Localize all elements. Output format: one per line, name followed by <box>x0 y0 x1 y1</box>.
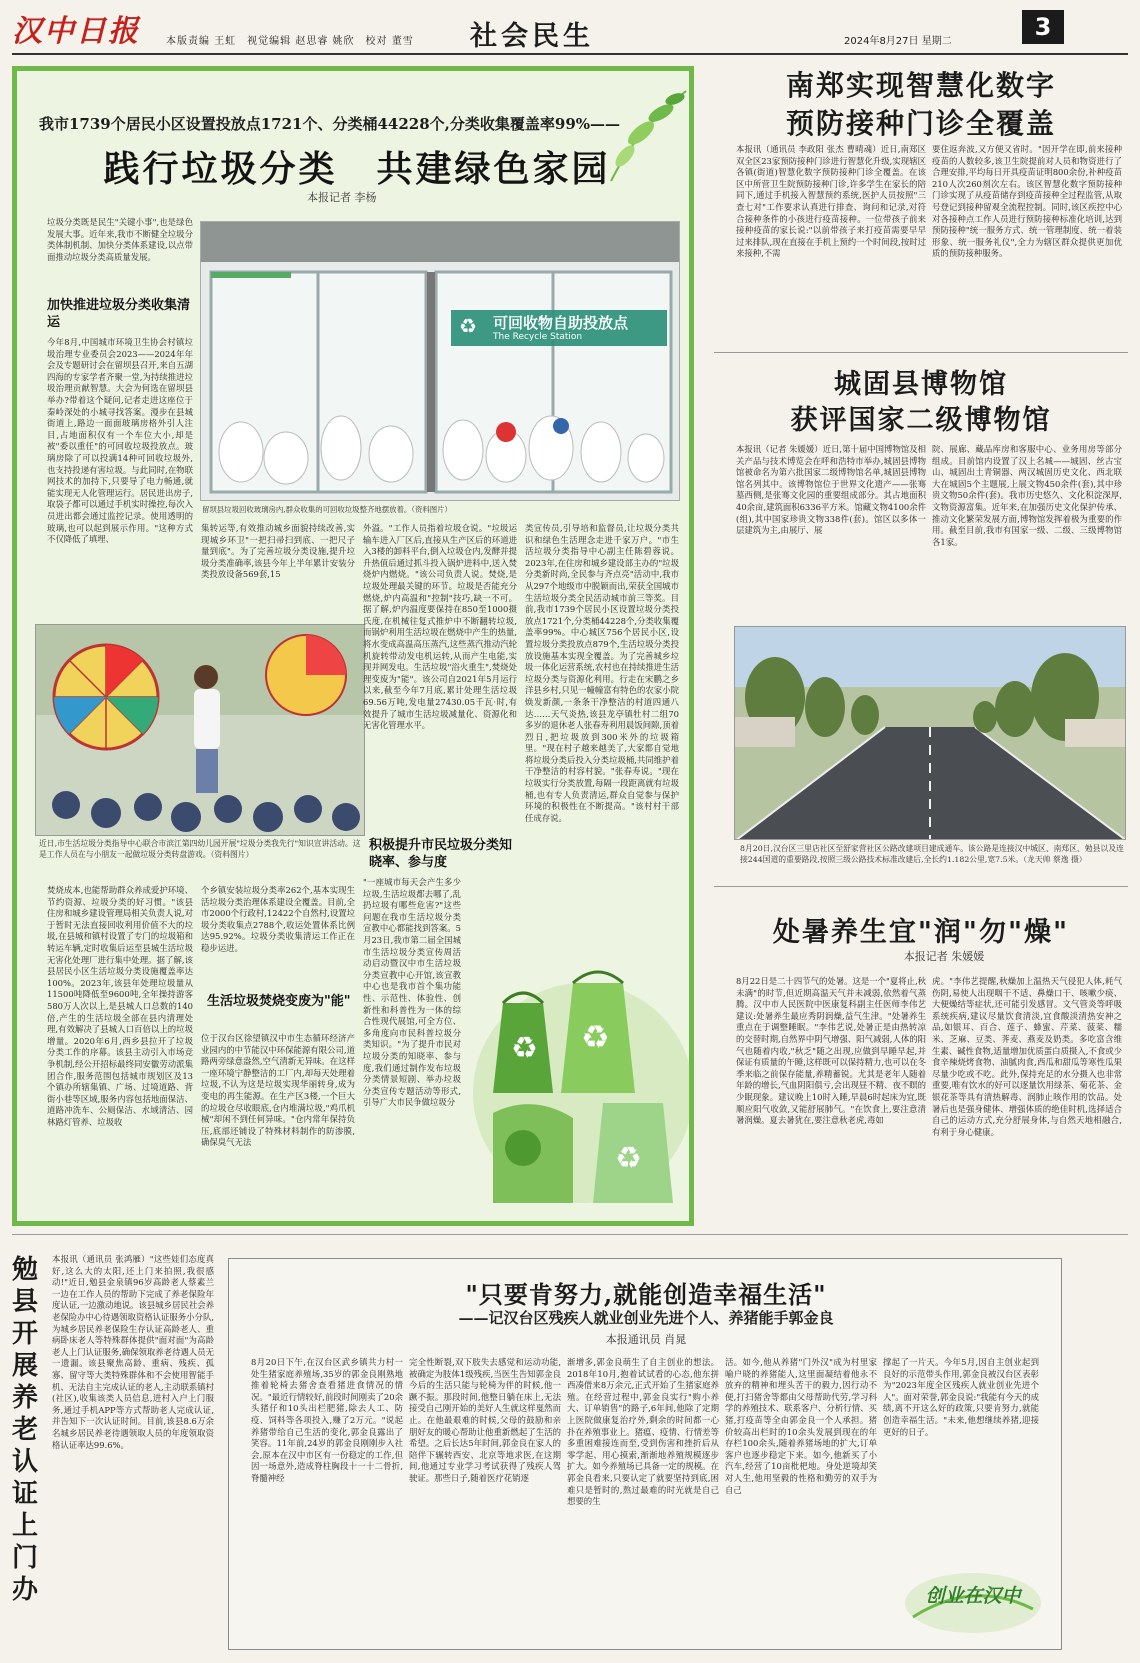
masthead-rule <box>12 53 1128 55</box>
pension-text: 本报讯（通讯员 张鸿雁）"这些娃们态度真好,这么大的太阳,还上门来拍照,我很感动!"近日,勉县金泉镇96岁高龄老人蔡素兰一边在工作人员的帮助下完成了养老保险年度认证,一边激动地说。该县城乡居民社会养老保险办中心待遇领取资格认证服务小分队,为城乡居民养老保险生存认证高龄老人、重病卧床老人等特殊群体提供"面对面"为高龄老人上门认证服务,确保领取养老待遇人员无一遗漏。该县聚焦高龄、重病、残疾、孤寡、留守等大类特殊群体和不会使用智能手机、无法自主完成认证的老人,主动联系镇村(社区),收集该类人员信息,进村入户上门服务,通过手机APP等方式帮助老人完成认证,并告知下一次认证时间。目前,该县8.6万余名城乡居民养老待遇领取人员的年度领取资格认证率达99.6%。 <box>52 1254 214 1450</box>
recycle-photo-caption: 留坝县垃圾回收玻璃房内,群众收集的可回收垃圾整齐地摆放着。（资料图片） <box>202 505 452 514</box>
lead-col3b-text: "一座城市每天会产生多少垃圾,生活垃圾都去哪了,乱扔垃圾有哪些危害?"这些问题在我市生活垃圾分类宣教中心都能找到答案。5月23日,我市第二届全国城市生活垃圾分类宣传周活动启动暨汉中市生活垃圾分类宣教中心开馆,该宣教中心也是我市首个集功能性、示范性、体验性、创新性和科普性为一体的综合性现代展馆,可全方位、多角度向市民科普垃圾分类知识。"为了提升市民对垃圾分类的知晓率、参与度,我们通过制作发布垃圾分类情景短剧、举办垃圾分类宣传专题活动等形式,引导广大市民争做垃圾分 <box>363 877 461 1108</box>
feature-title: "只要肯努力,就能创造幸福生活" <box>465 1280 827 1309</box>
column-stamp <box>903 1559 1043 1635</box>
issue-date: 2024年8月27日 星期二 <box>844 36 952 47</box>
pension-story <box>12 1240 218 1654</box>
feature-byline: 本报通讯员 肖晁 <box>605 1333 687 1346</box>
staff-credits: 本版责编 王虹 视觉编辑 赵思睿 姚欣 校对 董雪 <box>166 36 414 47</box>
section-title: 社会民生 <box>470 21 594 52</box>
vaccination-story <box>714 62 1128 347</box>
lead-col1b-text: 焚烧成本,也能帮助群众养成爱护环境、节约资源、垃圾分类的好习惯。"该县住房和城乡建设管理局相关负责人说,对于暂时无法直接回收利用价值不大的垃圾,在县城和镇村设置了专门的垃圾箱和转运车辆,定时收集后运至县城生活垃圾无害化处理厂进行集中处理。据了解,该县居民小区生活垃圾分类设施覆盖率达100%。2023年,该县年处理垃圾量从11500吨降低至9600吨,全年操持游客580万人次以上,是县城人口总数的140倍,产生的生活垃圾全部在县内清理处理,有效解决了县城人口百倍以上的垃圾增量。2020年6月,西乡县拉开了垃圾分类工作的序幕。该县主动引入市场竞争机制,经公开招标最终同安徽劳动派集团合作,服务范围包括城市规划区及13个镇办所辖集镇、广场、过境道路、背街小巷等区域,服务内容包括地面保洁、道路冲洗车、公厕保洁、水域清洁、园林路灯管养、垃圾收 <box>47 885 193 1127</box>
lead-col4-text: 类宣传员,引导培和监督员,让垃圾分类共识和绿色生活理念走进千家万户。"市生活垃圾分类指导中心副主任陈碧蓉说。2023年,在住房和城乡建设部主办的"垃圾分类新时尚,全民参与齐点亮"活动中,我市从297个地级市中脱颖而出,荣获全国城市生活垃圾分类全民活动城市前三等奖。目前,我市1739个居民小区设置垃圾分类投放点1721个,分类桶44228个,分类收集覆盖率99%。中心城区756个居民小区,设置垃圾分类投放点879个,生活垃圾分类投放设施基本实现全覆盖。为了完善城乡垃圾一体化运营系统,农村也在持续推进生活垃圾分类与资源化利用。行走在宋鹏之乡洋县乡村,只见一幢幢富有特色的农家小院焕发新颜,一条条干净整洁的村道四通八达……天气炎热,该县龙亭镇牡村二组70多岁的退休老人张春寿利用晨饭间隙,顶着烈日,把垃圾放到300米外的垃圾箱里。"现在村子越来越美了,大家都自觉地将垃圾分类后投入分类垃圾桶,共同维护着干净整洁的村容村貌。"张春寿说。"现在垃圾实行分类放置,每隔一段距离就有垃圾桶,也有专人负责清运,群众自觉参与保护环境的积极性在不断提高。"该村村干部任成存说。 <box>525 523 679 823</box>
divider-2 <box>714 886 1128 887</box>
vaccination-col1-text: 本报讯（通讯员 李政阳 张杰 曹晴魂）近日,南郑区双全区23家预防接种门诊进行智慧化升级,实现辖区各镇(街道)智慧化数字预防接种门诊全覆盖。在该区中所营卫生院预防接种门诊,许多学生在家长的陪同下,通过手机接入智慧预约系统,医护人员按照"三查七对"工作要求认真进行排查、询问和记录,对符合接种条件的小孩进行疫苗接种。一位带孩子前来接种疫苗的家长说:"以前带孩子来打疫苗需要早早过来排队,现在直接在手机上预约一个时间段,按时过来接种,不需 <box>736 144 926 259</box>
health-story <box>714 894 1128 1232</box>
feature-col1-text: 8月20日下午,在汉台区武乡镇共力村一处生猪家庭养殖场,35岁的郭金良刚熟地推着轮椅去猪舍查看猪进食情况的情况。"最近行情较好,前段时间刚卖了20余头猪仔和10头出栏肥猪,除去人工、防疫、饲料等各项投入,赚了2万元。"说起养猪带给自己生活的变化,郭金良露出了笑容。11年前,24岁的郭金良刚刚步入社会,原本在汉中市区有一份稳定的工作,但因一场意外,造成脊柱胸段十一十二骨折,脊髓神经 <box>251 1357 403 1483</box>
feature-story-box <box>228 1258 1062 1650</box>
lead-col2-text: 集转运等,有效推动城乡面貌持续改善,实现城乡环卫"一把扫帚扫到底、一把尺子量到底"。为了完善垃圾分类设施,提升垃圾分类准确率,该县今年上半年累计安装分类投放设备569套,15 <box>201 523 355 580</box>
road-photo-illustration <box>735 627 1126 840</box>
masthead <box>0 0 1140 58</box>
feature-subtitle: ——记汉台区残疾人就业创业先进个人、养猪能手郭金良 <box>458 1309 834 1327</box>
lead-headline: 践行垃圾分类 共建绿色家园 <box>103 149 611 190</box>
kindergarten-photo-illustration <box>36 625 365 836</box>
svg-text:♻: ♻ <box>615 1141 642 1176</box>
svg-text:♻: ♻ <box>511 1031 538 1066</box>
museum-title-line-2: 获评国家二级博物馆 <box>790 405 1052 436</box>
lead-subhead-2: 生活垃圾焚烧变废为"能" <box>207 994 351 1009</box>
divider-1 <box>714 352 1128 353</box>
recycle-station-photo-illustration <box>201 222 680 501</box>
lead-byline: 本报记者 李杨 <box>307 191 377 204</box>
kindergarten-photo-caption: 近日,市生活垃圾分类指导中心联合市滨江第四幼儿园开展"垃圾分类我先行"知识宣讲活动。这是工作人员在与小朋友一起做垃圾分类转盘游戏。（资料图片） <box>39 839 361 859</box>
lead-story-panel <box>12 66 694 1226</box>
newspaper-logo: 汉中日报 <box>12 14 140 49</box>
feature-col5-text: 撑起了一片天。今年5月,因自主创业起到良好的示范带头作用,郭金良被汉台区表彰为"2023年度全区残疾人就业创业先进个人"。面对荣誉,郭金良说:"我能有今天的成绩,离不开这么好的政策,只要肯努力,就能创造幸福生活。"未来,他想继续养猪,迎接更好的日子。 <box>883 1357 1039 1437</box>
recycling-bags-illustration <box>463 943 689 1219</box>
recycle-sign-text: 可回收物自助投放点 <box>493 314 629 332</box>
lead-col3-text: 外溢。"工作人员指着垃圾仓说。"垃圾运输车进入厂区后,直接从生产区后的环道进入3楼的卸料平台,倒入垃圾仓内,发酵并提升热值后通过抓斗投入锅炉进料中,送入焚烧炉内燃烧。"该公司负责人说。焚烧,是垃圾处理最关键的环节。垃圾是否能充分燃烧,炉内高温和"控制"技巧,缺一不可。据了解,炉内温度要保持在850至1000摄氏度,在机械往复式推炉中不断翻转垃圾,而锅炉利用生活垃圾在燃烧中产生的热量,将水变成高温高压蒸汽,这些蒸汽推动汽轮机旋转带动发电机运转,从而产生电能,实现并网发电。生活垃圾"浴火重生",焚烧处理变废为"能"。该公司自2021年5月运行以来,截至今年7月底,累计处理生活垃圾69.56万吨,发电量27430.05千瓦·时,有效提升了城市生活垃圾减量化、资源化和无害化管理水平。 <box>363 523 517 731</box>
museum-col2-text: 院、展廊、藏品库房和客服中心、业务用房等部分组成。目前馆内设置了汉上名城——城固、丝古宝山、城固出土青铜器、两汉城固历史文化、西北联大在城固5个主题展,上展文物450余件(套),其中珍贵文物50余件(套)。我市历史悠久、文化积淀深厚,文物资源富集。近年来,在加强历史文化保护传承、推动文化繁荣发展方面,博物馆发挥着极为重要的作用。截至目前,我市有国家一级、二级、三级博物馆各1家。 <box>932 444 1122 547</box>
page-number: 3 <box>1022 10 1064 44</box>
svg-text:♻: ♻ <box>581 1018 610 1056</box>
lead-kicker: 我市1739个居民小区设置投放点1721个、分类桶44228个,分类收集覆盖率99%—— <box>39 115 621 133</box>
lead-subhead-3: 积极提升市民垃圾分类知晓率、参与度 <box>369 838 513 870</box>
health-col2-text: 虎。"李伟艺提醒,秋燥加上温热天气侵犯人体,耗气伤阴,易使人出现咽干不适、鼻燥口干、咳嗽少痰、大便燥结等症状,还可能引发感冒。文气管炎等呼吸系统疾病,建议尽量饮食清淡,宜食酸淡清热安神之品,如银耳、百合、莲子、蜂蜜、芹菜、菠菜、糯米、芝麻、豆类、荠麦、燕麦及奶类。多吃富含维生素、碱性食物,适量增加优质蛋白质摄入,不食或少食辛辣烧烤食物、油腻肉食,西瓜和甜瓜等寒性瓜果尽量少吃或不吃。此外,保持充足的水分摄入也非常重要,唯有饮水的好可以逐量饮用绿茶、菊花茶、金银花茶等具有清热解毒、润肺止咳作用的饮品。处暑后也是强身健体、增强体质的绝佳时机,选择适合自己的运动方式,充分舒展身体,与自然天地相融合,有利于身心健康。 <box>932 976 1122 1137</box>
feature-col2-text: 完全性断裂,双下肢失去感觉和运动功能,被确定为肢体1级残疾,当医生告知郭金良今后的生活只能与轮椅为伴的时候,他一蹶不振。那段时间,他整日躺在床上,无法接受自己刚开始的美好人生就这样戛然而止。在他最艰难的时候,父母的鼓励和亲朋好友的暖心帮助让他重新燃起了生活的希望。之后长达5年时间,郭金良在家人的陪伴下辗转西安、北京等地求医,在这期间,他通过专业学习考试获得了残疾人驾驶证。那些日子,随着医疗花销逐 <box>409 1357 561 1483</box>
museum-title-line-1: 城固县博物馆 <box>834 369 1008 400</box>
pension-vertical-title: 勉县开展养老认证上门办 <box>12 1255 39 1605</box>
lead-subhead-1: 加快推进垃圾分类收集清运 <box>47 298 191 330</box>
road-photo <box>734 626 1126 840</box>
column-stamp-text: 创业在汉中 <box>925 1585 1021 1607</box>
health-title: 处暑养生宜"润"勿"燥" <box>772 917 1070 948</box>
museum-story <box>714 358 1128 618</box>
museum-col1-text: 本报讯（记者 朱媛媛）近日,第十届中国博物馆及相关产品与技术博览会在呼和浩特市举办,城固县博物馆被命名为第六批国家二级博物馆名单,城固县博物馆名列其中。该博物馆位于世界文化遗产——张骞墓西侧,是张骞文化园的重要组成部分。其占地面积40余亩,建筑面积6336平方米。馆藏文物4100余件(组),其中国家珍贵文物338件(套)。馆区以多体一层建筑为主,由展厅、展 <box>736 444 926 536</box>
health-byline: 本报记者 朱媛媛 <box>903 950 985 963</box>
health-col1-text: 8月22日是二十四节气的处暑。这是一个"夏将止,秋未满"的时节,但近期高温天气并未减弱,依然着气蒸腾。汉中市人民医院中医康复科副主任医师李伟艺建议:处暑养生最应秀阴润燥,益气生津。"处暑养生重点在于调整睡眠。"李伟艺说,处暑正是由热转凉的交替时期,自然界中阴气增强、阳气减弱,人体的阳气也随着内收,"秋乏"随之出现,应做到早睡早起,并保证有质量的午睡,这样既可以保持精力,也可以在冬季来临之前保存能量,养精蓄锐。尤其是老年人随着年龄的增长,气血阴阳俱亏,会出现昼不精、夜不瞑的少眠现象。建议晚上10时入睡,早晨6时起床为宜,既顺应阳气收敛,又能舒展肺气。"在饮食上,要注意清暑润燥。夏去暑犹在,要注意秋老虎,毒如 <box>736 976 926 1126</box>
lead-col2c-text: 位于汉台区徐望镇汉中市生态循环经济产业园内的中节能汉中环保能源有限公司,道路两旁绿意盎然,空气清新无异味。在这样一座环境宁静整洁的工厂内,却每天处理着垃圾,不认为这是垃圾实现华丽转身,成为变电的再生能源。在生产区3楼,一个巨大的垃圾仓尽收眼底,仓内堆满垃圾,"鸡爪机械"却闲不到任何异味。"仓内常年保持负压,底部还铺设了特殊材料制作的防渗膜,确保臭气无法 <box>201 1033 355 1148</box>
vaccination-title-line-2: 预防接种门诊全覆盖 <box>785 107 1056 140</box>
vaccination-title-line-1: 南郑实现智慧化数字 <box>785 69 1056 102</box>
feature-col4-text: 活。如今,他从养猪"门外汉"成为村里家喻户晓的养猪能人,这里面凝结着他永不放弃的精神和埋头苦干的毅力,因行动不便,打扫猪舍等都由父母帮助代劳,学习科学的养殖技术、联系客户、分析行情、买猪,打疫苗等全由郭金良一个人承担。猪价较高出栏时的10余头发展到现在的年存栏100余头,随着养猪场地的扩大,订单客户也逐步稳定下来。如今,他新买了小汽车,经营了10亩枇杷地。身处逆境却笑对人生,他用坚毅的性格和勤劳的双手为自己 <box>725 1357 877 1495</box>
vaccination-col2-text: 要住返奔波,又方便又省时。"因开学在即,前来接种疫苗的人数较多,该卫生院提前对人员和物资进行了合理安排,平均每日开具疫苗证明800余份,补种疫苗210人次260剂次左右。该区智慧化数字预防接种门诊实现了从疫苗储存到疫苗接种全过程监管,从取号登记到接种留观全流程控制。同时,该区疾控中心对各接种点工作人员进行预防接种标准化培训,达到预防接种"统一服务方式、统一管理制度、统一着装形象、统一服务礼仪",全力为辖区群众提供更加优质的预防接种服务。 <box>932 144 1122 259</box>
recycle-sign-english: The Recycle Station <box>493 332 583 342</box>
recycle-station-photo <box>200 221 680 501</box>
feature-col3-text: 渐增多,郭金良萌生了自主创业的想法。2018年10月,抱着试试看的心态,他东拼西凑借来8万余元,正式开始了生猪家庭养殖。在经营过程中,郭金良实行"购小养大、订单销售"的路子,6年间,他除了定期上医院做康复治疗外,剩余的时间都一心扑在养殖事业上。猪瘟、疫情、行情差等多重困难接连而至,受到伤害和挫折后从零学起、用心摸索,渐渐地养殖规模逐步扩大。如今养殖场已具备一定的规模。在郭金良看来,只要认定了就要坚持到底,困难只是暂时的,熬过最难的时光就是自己想要的生 <box>567 1357 719 1507</box>
lead-col1-text: 今年8月,中国城市环境卫生协会村镇垃圾治理专业委员会2023——2024年年会及专题研讨会在留坝县召开,来自五湖四海的专家学者齐聚一堂,为持续推进垃圾治理贡献智慧。大会为何选在留坝县举办?带着这个疑问,记者走进这座位于秦岭深处的小城寻找答案。漫步在县城街道上,路边一面面玻璃房格外引人注目,占地面积仅有一个车位大小,却是被"委以重任"的可回收垃圾投放点。玻璃房除了可以投满14种可回收垃圾外,也支持投递有害垃圾。与此同时,在物联网技术的加持下,只要导了电力畅通,就能实现无人化管理运行。居民进出房子,取袋子都可以通过手机实时操控,每次入员进出都会通过监控记录。使用透明的玻璃,也可以起到展示作用。"这种方式不仅降低了填埋、 <box>47 337 193 545</box>
road-photo-caption: 8月20日,汉台区三里店社区至舒家营社区公路改建项目建成通车。该公路是连接汉中城区、南郑区、勉县以及连接244国道的重要路段,按照三级公路技术标准改建后,全长约1.182公里,宽7.5米。（龙天帅 蔡逸 摄） <box>740 844 1124 864</box>
lead-col2b-text: 个乡镇安装垃圾分类率262个,基本实现生活垃圾分类治理体系建设全覆盖。目前,全市2000个行政村,12422个自然村,设置垃圾分类收集点2788个,收运处置体系比例达95.92%。垃圾分类收集清运工作正在稳步运进。 <box>201 885 355 953</box>
kindergarten-activity-photo <box>35 624 365 836</box>
recycle-symbol-icon: ♻ <box>459 314 477 338</box>
lead-intro: 垃圾分类既是民生"关键小事",也是绿色发展大事。近年来,我市不断健全垃圾分类体制机制、加快分类体系建设,以点带面推动垃圾分类高质量发展。 <box>47 217 193 262</box>
divider-3 <box>12 1234 1128 1235</box>
